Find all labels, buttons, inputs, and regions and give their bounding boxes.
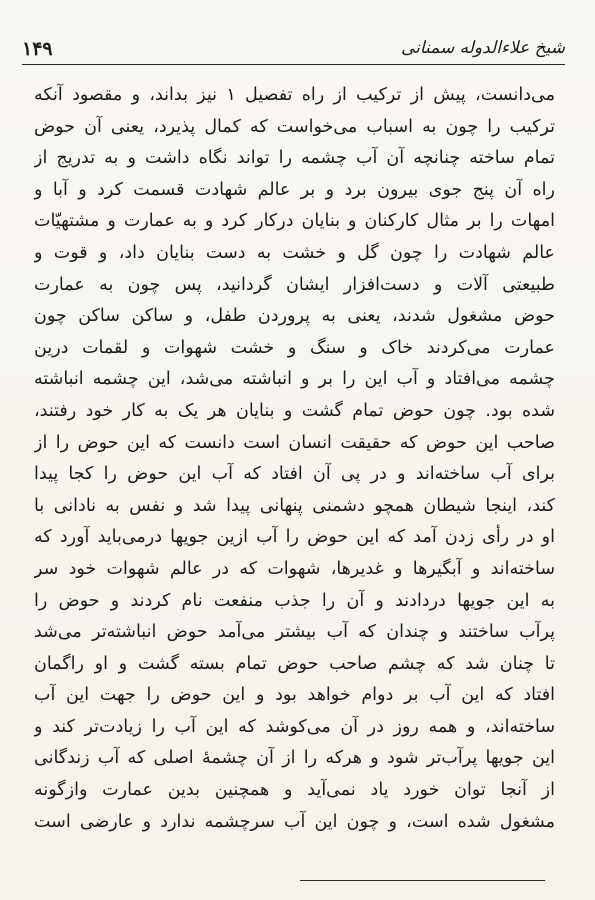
text-line: تا چنان شد که چشم صاحب حوض تمام بسته گشت و او راگمان (34, 653, 555, 674)
text-line: این جویها پرآب‌تر شود و هرکه را از آن چشمهٔ اصلی که آب زندگانی (34, 748, 555, 769)
text-line: به این جویها دردادند و آن را جذب منفعت نام کردند و حوض را (34, 590, 555, 611)
text-line: پرآب ساختند و چندان که آب بیشتر می‌آمد حوض انباشته‌تر می‌شد (34, 622, 555, 643)
text-line: چشمه می‌افتاد و آب این را بر و انباشته می‌شد، این چشمه انباشته (34, 369, 555, 390)
header-title: شیخ علاءالدوله سمنانی (400, 38, 565, 58)
footnote-rule (300, 880, 545, 881)
text-line: او در رأی زدن آمد که این حوض را آب ازین جویها درمی‌باید آورد که (34, 527, 555, 548)
text-line: عالم شهادت را چون گل و خشت به دست بنایان داد، و قوت و (34, 242, 555, 263)
text-line: راه آن پنج جوی بیرون برد و بر عالم شهادت قسمت کرد و آبا و (34, 179, 555, 200)
header-rule (22, 64, 565, 65)
text-line: مشغول شده است، و چون این آب سرچشمه ندارد و عارضی است (34, 811, 555, 832)
text-line: کند، اینجا شیطان همچو دشمنی پنهانی پیدا شد و نفس به نادانی با (34, 495, 555, 516)
text-line: ترکیب را چون به اسباب می‌خواست که کمال پذیرد، یعنی آن حوض (34, 116, 555, 137)
text-line: می‌دانست، پیش از ترکیب از راه تفصیل ۱ نیز بداند، و مقصود آنکه (34, 85, 555, 105)
text-line: برای آب ساخته‌اند و در پی آن افتاد که آب این حوض را کجا پیدا (34, 464, 555, 485)
page-number: ۱۴۹ (22, 38, 53, 60)
text-line: ساخته‌اند و آبگیرها و غدیرها، شهوات که در عالم شهوات خود سر (34, 558, 555, 579)
text-line: عمارت می‌کردند خاک و سنگ و خشت شهوات و لقمات درین (34, 337, 555, 358)
text-line: امهات را بر مثال کارکنان و بنایان درکار کرد و به عمارت و مشتهیّات (34, 211, 555, 232)
text-line: حوض مشغول شدند، یعنی به پروردن طفل، و ساکن ساکن چون (34, 306, 555, 327)
text-line: صاحب این حوض که حقیقت انسان است دانست که این حوض را از (34, 432, 555, 453)
text-line: ساخته‌اند، و همه روز در آن می‌کوشد که این آب را زیادت‌تر کند و (34, 716, 555, 737)
text-line: طبیعتی آلات و دست‌افزار ایشان گردانید، پس چون به عمارت (34, 274, 555, 295)
text-line: افتاد که این آب بر دوام خواهد بود و این حوض را جهت این آب (34, 685, 555, 706)
body-text (34, 80, 555, 838)
text-line: شده بود. چون حوض تمام گشت و بنایان هر یک به کار خود رفتند، (34, 400, 555, 421)
text-line: از آنجا توان خورد یاد نمی‌آید و همچنین بدین عمارت وازگونه (34, 780, 555, 801)
running-header (22, 38, 565, 64)
text-line: تمام ساخته چنانچه آن آب چشمه را تواند نگاه داشت و به تدریج از (34, 148, 555, 169)
